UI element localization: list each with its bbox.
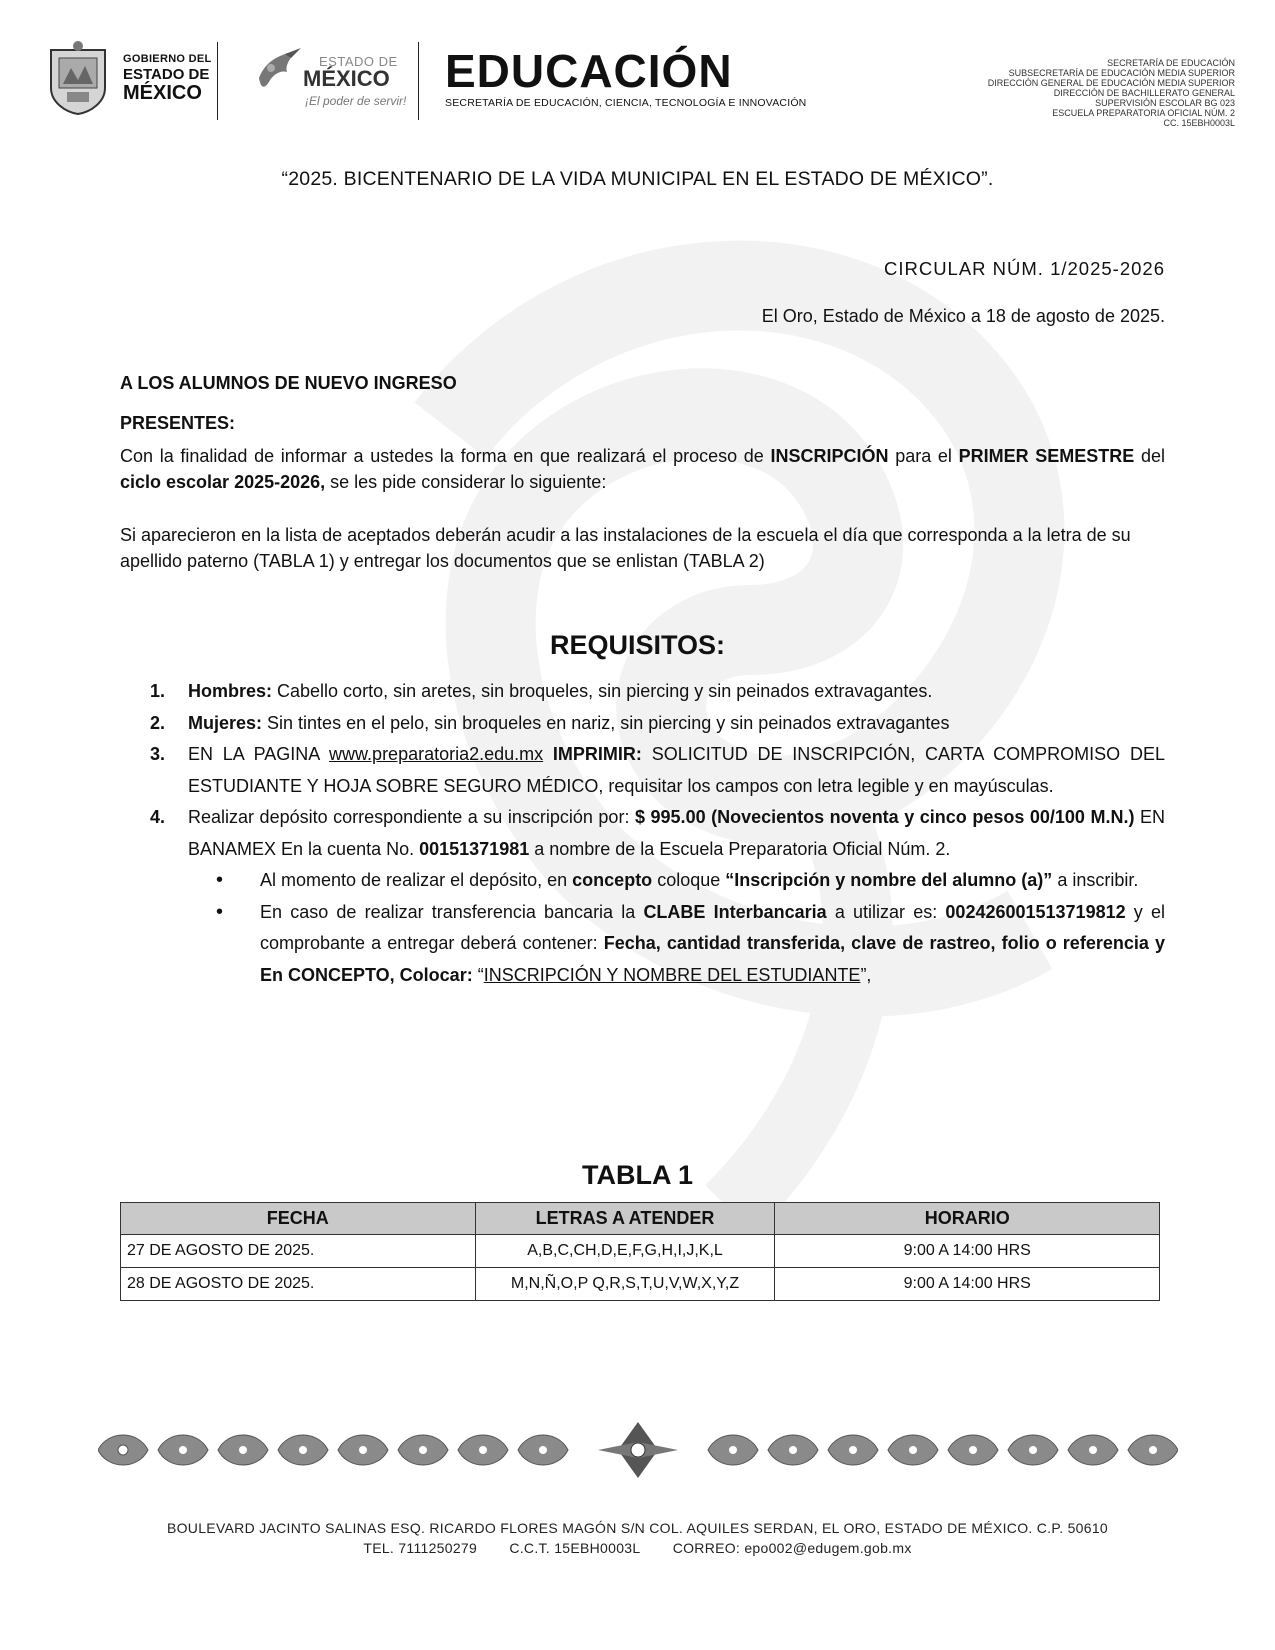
footer <box>0 1518 1275 1558</box>
edomex-line2: MÉXICO <box>303 66 390 91</box>
requisitos-heading: REQUISITOS: <box>549 630 726 660</box>
cell-fecha: 27 DE AGOSTO DE 2025. <box>121 1235 476 1268</box>
educacion-subtitle: SECRETARÍA DE EDUCACIÓN, CIENCIA, TECNOLOGÍA E INNOVACIÓN <box>445 97 807 109</box>
gov-line2: ESTADO DE <box>123 66 210 83</box>
intro-paragraph: Con la finalidad de informar a ustedes la forma en que realizará el proceso de INSCRIPCIÓN para el PRIMER SEMESTRE del ciclo escolar 2025-2026, se les pide considerar lo siguiente: <box>120 446 1165 492</box>
footer-address: BOULEVARD JACINTO SALINAS ESQ. RICARDO FLORES MAGÓN S/N COL. AQUILES SERDAN, EL ORO, ESTADO DE MÉXICO. C.P. 50610 <box>166 1520 1109 1536</box>
tabla1-title: TABLA 1 <box>582 1160 693 1190</box>
hierarchy-line: SUBSECRETARÍA DE EDUCACIÓN MEDIA SUPERIOR <box>1008 68 1235 78</box>
footer-tel: TEL. 7111250279 <box>363 1540 478 1556</box>
hierarchy-line: DIRECCIÓN GENERAL DE EDUCACIÓN MEDIA SUPERIOR <box>987 78 1235 88</box>
letterhead <box>45 40 1235 150</box>
column-header-fecha: FECHA <box>121 1203 476 1235</box>
footer-contact <box>0 1538 1275 1558</box>
year-motto: “2025. BICENTENARIO DE LA VIDA MUNICIPAL EN EL ESTADO DE MÉXICO”. <box>281 168 994 190</box>
edomex-line1: ESTADO DE <box>319 54 398 69</box>
gov-line3: MÉXICO <box>123 82 202 104</box>
footer-cct: C.C.T. 15EBH0003L <box>509 1540 641 1556</box>
list-item: 3. EN LA PAGINA www.preparatoria2.edu.mx IMPRIMIR: SOLICITUD DE INSCRIPCIÓN, CARTA COMPROMISO DEL ESTUDIANTE Y HOJA SOBRE SEGURO MÉDICO, requisitar los campos con letra legible y en mayúsculas. <box>150 744 1165 796</box>
sub-list-item: • En caso de realizar transferencia bancaria la CLABE Interbancaria a utilizar es: 002426001513719812 y el comprobante a entregar deberá contener: Fecha, cantidad transferida, clave de rastreo, folio o referencia y En CONCEPTO, Colocar: “INSCRIPCIÓN Y NOMBRE DEL ESTUDIANTE”, <box>210 897 1165 992</box>
place-date: El Oro, Estado de México a 18 de agosto de 2025. <box>761 306 1165 326</box>
column-header-letras: LETRAS A ATENDER <box>475 1203 775 1235</box>
circular-number: CIRCULAR NÚM. 1/2025-2026 <box>883 258 1165 279</box>
hierarchy-line: DIRECCIÓN DE BACHILLERATO GENERAL <box>1053 88 1235 98</box>
header-divider <box>418 42 419 120</box>
addressee: A LOS ALUMNOS DE NUEVO INGRESO <box>120 373 457 393</box>
table-row <box>121 1268 1160 1301</box>
bullet-icon: • <box>216 869 224 891</box>
hierarchy-line: SUPERVISIÓN ESCOLAR BG 023 <box>1095 98 1235 108</box>
hierarchy-line: CC. 15EBH0003L <box>1163 118 1235 128</box>
list-item: 4. Realizar depósito correspondiente a su inscripción por: $ 995.00 (Novecientos noventa y cinco pesos 00/100 M.N.) EN BANAMEX En la cuenta No. 00151371981 a nombre de la Escuela Preparatoria Oficial Núm. 2. <box>150 807 1165 859</box>
list-item: 1. Hombres: Cabello corto, sin aretes, sin broqueles, sin piercing y sin peinados extravagantes. <box>150 681 933 701</box>
instructions-paragraph: Si aparecieron en la lista de aceptados deberán acudir a las instalaciones de la escuela el día que corresponda a la letra de su apellido paterno (TABLA 1) y entregar los documentos que se enlistan (TABLA 2) <box>120 525 1131 571</box>
institution-hierarchy <box>988 58 1235 128</box>
sub-list-item: • Al momento de realizar el depósito, en concepto coloque “Inscripción y nombre del alumno (a)” a inscribir. <box>210 865 1165 897</box>
gobierno-logo-text <box>123 54 212 103</box>
state-seal-icon <box>45 40 111 116</box>
cell-horario: 9:00 A 14:00 HRS <box>775 1235 1160 1268</box>
school-website-link[interactable]: www.preparatoria2.edu.mx <box>329 744 544 764</box>
footer-email: CORREO: epo002@edugem.gob.mx <box>672 1540 912 1556</box>
requisitos-list <box>150 676 1165 991</box>
cell-fecha: 28 DE AGOSTO DE 2025. <box>121 1268 476 1301</box>
educacion-logo <box>445 45 807 109</box>
column-header-horario: HORARIO <box>775 1203 1160 1235</box>
schedule-table <box>120 1202 1160 1301</box>
decorative-border-ornament <box>98 1420 1178 1480</box>
cell-letras: A,B,C,CH,D,E,F,G,H,I,J,K,L <box>475 1235 775 1268</box>
edomex-slogan: ¡El poder de servir! <box>305 94 407 108</box>
cell-letras: M,N,Ñ,O,P Q,R,S,T,U,V,W,X,Y,Z <box>475 1268 775 1301</box>
cell-horario: 9:00 A 14:00 HRS <box>775 1268 1160 1301</box>
hierarchy-line: SECRETARÍA DE EDUCACIÓN <box>1107 58 1235 68</box>
educacion-title: EDUCACIÓN <box>445 45 733 97</box>
table-header-row <box>121 1203 1160 1235</box>
list-item: 2. Mujeres: Sin tintes en el pelo, sin broqueles en nariz, sin piercing y sin peinados extravagantes <box>150 712 950 733</box>
estado-de-mexico-logo <box>255 44 435 124</box>
bullet-icon: • <box>216 900 224 923</box>
header-divider <box>217 42 218 120</box>
table-row <box>121 1235 1160 1268</box>
hummingbird-icon <box>255 48 303 94</box>
presentes: PRESENTES: <box>120 413 236 433</box>
hierarchy-line: ESCUELA PREPARATORIA OFICIAL NÚM. 2 <box>1052 108 1235 118</box>
gov-line1: GOBIERNO DEL <box>123 53 212 65</box>
